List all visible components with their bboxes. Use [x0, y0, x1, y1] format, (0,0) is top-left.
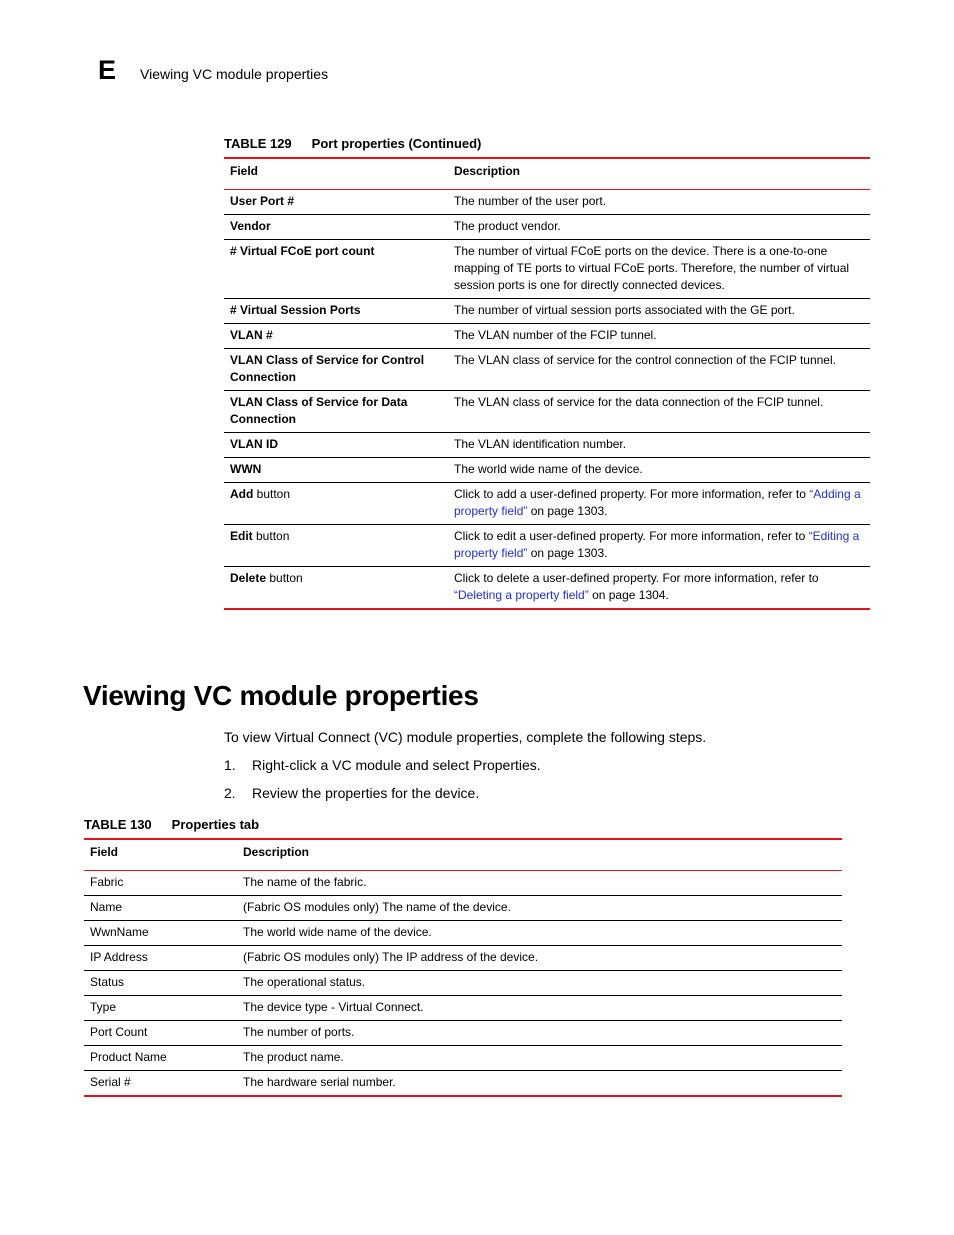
- field-cell: [224, 215, 448, 240]
- running-header: Viewing VC module properties: [140, 66, 329, 82]
- field-cell: [224, 525, 448, 567]
- column-header-field: Field: [84, 839, 237, 871]
- step-1: [224, 756, 541, 774]
- table-row: [224, 299, 870, 324]
- description-cell: (Fabric OS modules only) The name of the device.: [237, 896, 842, 921]
- description-text: The number of virtual session ports associated with the GE port.: [454, 303, 795, 317]
- description-text: The VLAN class of service for the data connection of the FCIP tunnel.: [454, 395, 824, 409]
- field-name: Edit: [230, 529, 253, 543]
- field-cell: [224, 391, 448, 433]
- table-129-caption: [224, 136, 481, 152]
- field-name: Delete: [230, 571, 267, 585]
- step-text: Review the properties for the device.: [252, 785, 480, 801]
- description-cell: [448, 525, 870, 567]
- field-cell: Serial #: [84, 1071, 237, 1097]
- field-name: VLAN Class of Service for Data Connection: [230, 395, 408, 426]
- field-cell: Port Count: [84, 1021, 237, 1046]
- description-cell: [448, 391, 870, 433]
- description-text: Click to add a user-defined property. For more information, refer to: [454, 487, 810, 501]
- table-row: [224, 324, 870, 349]
- description-cell: [448, 458, 870, 483]
- table-130-title: Properties tab: [171, 817, 260, 832]
- description-cell: [448, 240, 870, 299]
- table-row: [224, 215, 870, 240]
- cross-reference-link[interactable]: “Deleting a property field”: [454, 588, 589, 602]
- field-name: User Port #: [230, 194, 295, 208]
- field-suffix: button: [266, 571, 303, 585]
- field-name: # Virtual FCoE port count: [230, 244, 375, 258]
- field-name: WWN: [230, 462, 262, 476]
- field-cell: Status: [84, 971, 237, 996]
- description-text: The world wide name of the device.: [454, 462, 643, 476]
- table-row: [84, 921, 842, 946]
- cross-reference-link[interactable]: “Editing a property field”: [454, 529, 860, 560]
- description-cell: The device type - Virtual Connect.: [237, 996, 842, 1021]
- table-row: [84, 996, 842, 1021]
- table-row: [224, 240, 870, 299]
- field-cell: Type: [84, 996, 237, 1021]
- page-reference: on page 1303.: [527, 504, 608, 518]
- field-cell: [224, 240, 448, 299]
- properties-tab-table: [84, 838, 842, 1097]
- description-cell: [448, 349, 870, 391]
- field-cell: [224, 190, 448, 215]
- table-row: [224, 458, 870, 483]
- table-row: [84, 946, 842, 971]
- table-row: [84, 871, 842, 896]
- table-129-label: TABLE 129: [224, 136, 292, 151]
- field-cell: Fabric: [84, 871, 237, 896]
- step-number: 1.: [224, 757, 236, 773]
- table-row: [224, 433, 870, 458]
- description-cell: The operational status.: [237, 971, 842, 996]
- field-cell: IP Address: [84, 946, 237, 971]
- field-suffix: button: [253, 487, 291, 501]
- description-cell: [448, 215, 870, 240]
- field-name: Add: [230, 487, 254, 501]
- port-properties-table: [224, 157, 870, 610]
- field-name: VLAN Class of Service for Control Connection: [230, 353, 425, 384]
- field-cell: [224, 349, 448, 391]
- step-number: 2.: [224, 785, 236, 801]
- table-row: [224, 483, 870, 525]
- table-row: [224, 349, 870, 391]
- table-row: [224, 391, 870, 433]
- table-row: [84, 971, 842, 996]
- description-text: The VLAN identification number.: [454, 437, 627, 451]
- description-cell: The number of ports.: [237, 1021, 842, 1046]
- description-text: Click to delete a user-defined property. For more information, refer to: [454, 571, 819, 585]
- field-name: VLAN ID: [230, 437, 278, 451]
- description-text: Click to edit a user-defined property. For more information, refer to: [454, 529, 809, 543]
- intro-paragraph: To view Virtual Connect (VC) module properties, complete the following steps.: [224, 729, 707, 745]
- field-cell: [224, 483, 448, 525]
- step-text: Right-click a VC module and select Properties.: [252, 757, 541, 773]
- field-name: VLAN #: [230, 328, 273, 342]
- description-text: The number of virtual FCoE ports on the device. There is a one-to-one mapping of TE ports to virtual FCoE ports. Therefore, the number of virtual session ports is one for directly connected devices.: [454, 244, 850, 292]
- field-name: # Virtual Session Ports: [230, 303, 361, 317]
- cross-reference-link[interactable]: “Adding a property field”: [454, 487, 861, 518]
- description-text: The product vendor.: [454, 219, 561, 233]
- section-title: Viewing VC module properties: [83, 680, 479, 711]
- field-cell: [224, 299, 448, 324]
- table-130-caption: [84, 817, 259, 833]
- table-row: [84, 1071, 842, 1097]
- field-name: Vendor: [230, 219, 271, 233]
- column-header-description: Description: [448, 158, 870, 190]
- field-suffix: button: [252, 529, 290, 543]
- step-2: [224, 784, 479, 802]
- description-cell: The name of the fabric.: [237, 871, 842, 896]
- table-129-title: Port properties (Continued): [311, 136, 482, 151]
- description-cell: [448, 299, 870, 324]
- table-row: [224, 190, 870, 215]
- description-text: The VLAN class of service for the control connection of the FCIP tunnel.: [454, 353, 836, 367]
- table-row: [84, 1046, 842, 1071]
- table-row: [224, 567, 870, 610]
- description-cell: The hardware serial number.: [237, 1071, 842, 1097]
- column-header-description: Description: [237, 839, 842, 871]
- table-row: [84, 1021, 842, 1046]
- field-cell: [224, 458, 448, 483]
- table-130-label: TABLE 130: [84, 817, 152, 832]
- description-cell: (Fabric OS modules only) The IP address of the device.: [237, 946, 842, 971]
- field-cell: Name: [84, 896, 237, 921]
- description-cell: [448, 433, 870, 458]
- description-cell: The world wide name of the device.: [237, 921, 842, 946]
- description-text: The VLAN number of the FCIP tunnel.: [454, 328, 657, 342]
- page-reference: on page 1304.: [588, 588, 669, 602]
- description-cell: [448, 567, 870, 610]
- field-cell: WwnName: [84, 921, 237, 946]
- description-cell: The product name.: [237, 1046, 842, 1071]
- field-cell: [224, 324, 448, 349]
- field-cell: Product Name: [84, 1046, 237, 1071]
- field-cell: [224, 567, 448, 610]
- description-cell: [448, 324, 870, 349]
- field-cell: [224, 433, 448, 458]
- description-text: The number of the user port.: [454, 194, 607, 208]
- column-header-field: Field: [224, 158, 448, 190]
- table-row: [224, 525, 870, 567]
- appendix-letter: E: [98, 55, 117, 85]
- page-reference: on page 1303.: [527, 546, 608, 560]
- description-cell: [448, 483, 870, 525]
- table-row: [84, 896, 842, 921]
- description-cell: [448, 190, 870, 215]
